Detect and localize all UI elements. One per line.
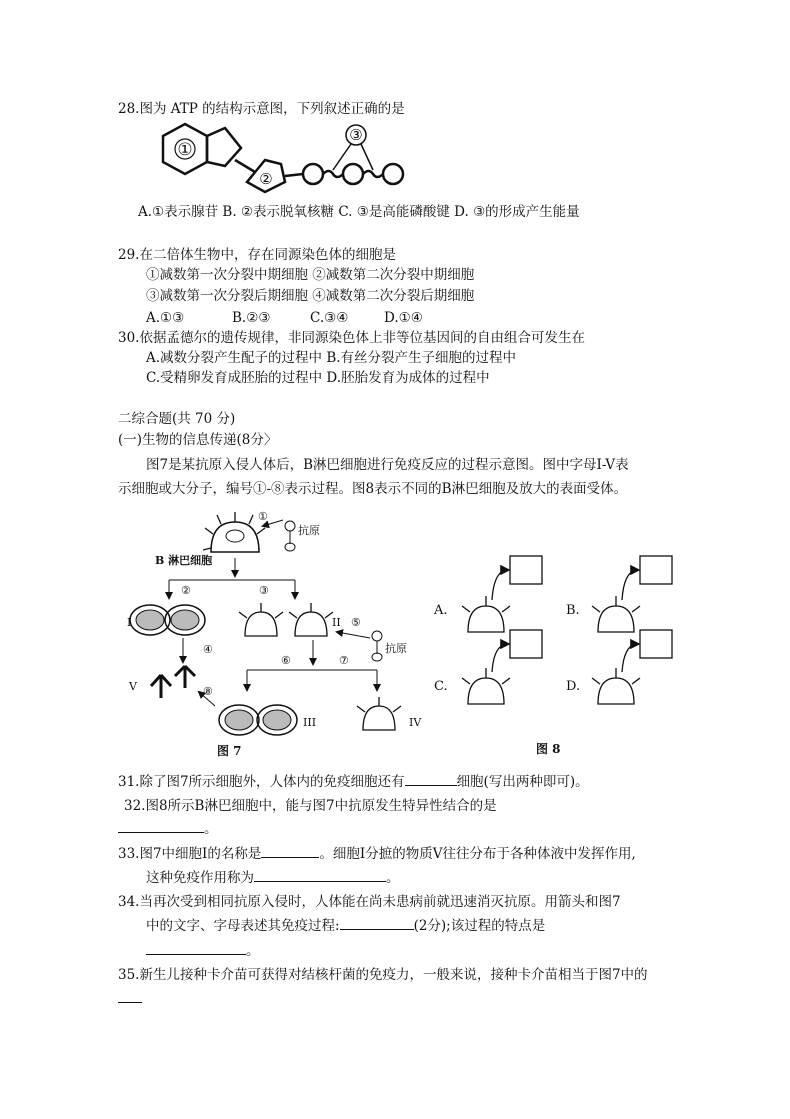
q33-line1 [118,845,636,863]
q28-stem: 28.图为 ATP 的结构示意图，下列叙述正确的是 [118,101,405,117]
section-para-1: 图7是某抗原入侵人体后，B淋巴细胞进行免疫反应的过程示意图。图中字母I-V表 [146,457,629,473]
q31-text-b: 细胞(写出两种即可)。 [456,774,589,790]
q29-stem: 29.在二倍体生物中，存在同源染色体的细胞是 [118,247,396,263]
step-7: ⑦ [339,654,349,667]
q30-stem: 30.依据孟德尔的遗传规律，非同源染色体上非等位基因间的自由组合可发生在 [118,330,585,346]
q34-blank-1[interactable] [340,917,414,930]
roman-IV: IV [409,716,422,729]
phosphate-2 [343,164,363,184]
q29-option-a: A.①③ [146,310,185,326]
fig8-cell-c [462,630,542,704]
q33-text-a: 33.图7中细胞I的名称是 [118,846,262,862]
q29-option-d: D.①④ [384,310,423,326]
q29-items-1: ①减数第一次分裂中期细胞 ②减数第二次分裂中期细胞 [146,267,475,283]
q34-line2-b: (2分);该过程的特点是 [413,918,546,934]
antigen-label-top: 抗原 [298,524,320,537]
memory-cells [239,603,333,636]
q32-blank[interactable] [118,820,204,833]
fig8-cell-b [592,556,672,632]
q34-line3-end: 。 [246,943,260,959]
fig8-cell-a [462,556,542,632]
antigen-label-mid: 抗原 [385,642,407,655]
step-3: ③ [259,584,269,597]
step-1: ① [258,510,268,523]
q34-line3 [146,942,260,960]
figure-7-caption: 图 7 [217,744,242,758]
section-title: 二综合题(共 70 分) [118,411,236,427]
plasma-cell-I [130,605,205,635]
q34-line2-a: 中的文字、字母表述其免疫过程: [146,918,340,934]
fig8-label-c: C. [434,679,448,694]
step-2: ② [181,584,191,597]
fig8-cell-d [592,630,672,704]
q34-line2 [146,917,545,935]
b-cell-top [203,512,265,552]
q28-options: A.①表示腺苷 B. ②表示脱氧核糖 C. ③是高能磷酸键 D. ③的形成产生能量 [138,204,580,220]
figure-7 [115,500,435,762]
q32-answer [118,820,218,838]
atp-structure-diagram [155,120,415,200]
q35-blank[interactable] [118,990,142,1003]
q30-options-1: A.减数分裂产生配子的过程中 B.有丝分裂产生子细胞的过程中 [146,350,517,366]
figure-8 [430,540,680,740]
q33-line2-a: 这种免疫作用称为 [146,870,254,886]
q33-text-b: 。细胞I分摭的物质V往往分布于各种体液中发挥作用, [319,846,636,862]
fig8-label-a: A. [434,603,448,618]
step-6: ⑥ [281,654,291,667]
step-8: ⑧ [203,685,213,698]
roman-I: I [127,616,132,629]
fig8-label-d: D. [566,679,581,694]
q33-line2-b: 。 [386,870,400,886]
step-4: ④ [203,643,213,656]
q32-text: 32.图8所示B淋巴细胞中，能与图7中抗原发生特异性结合的是 [124,798,497,814]
atp-label-2: ② [259,170,273,188]
roman-II: II [332,616,341,629]
antigen-top-icon [285,521,295,531]
q29-option-b: B.②③ [232,310,271,326]
section-subtitle: (一)生物的信息传递(8分〉 [118,432,278,448]
q35-text: 35.新生儿接种卡介苗可获得对结核杆菌的免疫力，一般来说，接种卡介苗相当于图7中的 [118,967,648,983]
step-5: ⑤ [351,616,361,629]
q32-end: 。 [204,821,218,837]
q29-items-2: ③减数第一次分裂后期细胞 ④减数第二次分裂后期细胞 [146,288,475,304]
q33-line2 [146,869,400,887]
q34-text: 34.当再次受到相同抗原入侵时，人体能在尚未患病前就迅速消灭抗原。用箭头和图7 [118,894,621,910]
q29-option-c: C.③④ [310,310,349,326]
q31-blank[interactable] [405,773,457,786]
atp-label-1: ① [177,140,193,160]
b-cell-label: B 淋巴细胞 [155,554,213,567]
fig8-label-b: B. [566,603,580,618]
q31-text-a: 31.除了图7所示细胞外，人体内的免疫细胞还有 [118,774,405,790]
antibody-icons [151,666,195,698]
phosphate-3 [383,164,403,184]
q33-blank-2[interactable] [254,869,386,882]
phosphate-1 [303,164,323,184]
roman-III: III [303,716,317,729]
q33-blank-1[interactable] [261,845,319,858]
q31 [118,773,589,791]
atp-label-3: ③ [349,126,363,144]
figure-8-caption: 图 8 [536,742,561,756]
roman-V: V [129,680,137,693]
q35-answer [118,990,142,1008]
q30-options-2: C.受精卵发育成胚胎的过程中 D.胚胎发育为成体的过程中 [146,370,490,386]
memory-cell-IV [357,697,401,730]
section-para-2: 示细胞或大分子，编号①-⑧表示过程。图8表示不同的B淋巴细胞及放大的表面受体。 [118,481,628,497]
q34-blank-2[interactable] [146,942,246,955]
plasma-cell-III [219,705,297,735]
